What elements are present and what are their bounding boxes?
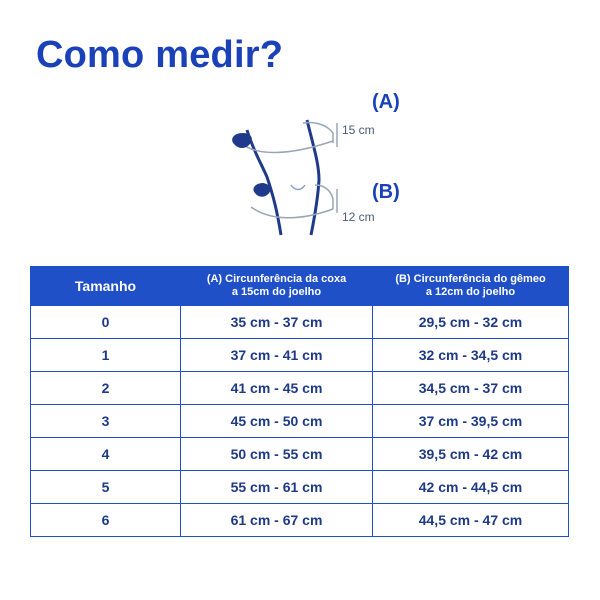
cell-thigh: 45 cm - 50 cm — [181, 405, 373, 438]
header-thigh — [181, 267, 373, 306]
cell-thigh: 55 cm - 61 cm — [181, 471, 373, 504]
measure-b-label: 12 cm — [342, 210, 375, 224]
cell-calf: 37 cm - 39,5 cm — [373, 405, 569, 438]
cell-size: 4 — [31, 438, 181, 471]
cell-thigh: 61 cm - 67 cm — [181, 504, 373, 537]
cell-size: 6 — [31, 504, 181, 537]
page-title: Como medir? — [36, 34, 284, 76]
header-calf-line1: (B) Circunferência do gêmeo — [395, 273, 546, 285]
cell-size: 1 — [31, 339, 181, 372]
label-a: (A) — [372, 91, 400, 113]
table-row — [31, 471, 569, 504]
table-row — [31, 372, 569, 405]
cell-thigh: 41 cm - 45 cm — [181, 372, 373, 405]
cell-calf: 29,5 cm - 32 cm — [373, 306, 569, 339]
table-header-row — [31, 267, 569, 306]
cell-size: 2 — [31, 372, 181, 405]
header-thigh-line1: (A) Circunferência da coxa — [206, 273, 347, 285]
table-row — [31, 405, 569, 438]
size-table — [30, 266, 569, 537]
header-thigh-line2: a 15cm do joelho — [231, 286, 322, 298]
cell-calf: 42 cm - 44,5 cm — [373, 471, 569, 504]
table-row — [31, 504, 569, 537]
header-size: Tamanho — [31, 267, 181, 306]
cell-size: 0 — [31, 306, 181, 339]
header-calf-line2: a 12cm do joelho — [425, 286, 516, 298]
cell-calf: 32 cm - 34,5 cm — [373, 339, 569, 372]
label-b: (B) — [372, 181, 400, 203]
knee-measurement-diagram — [215, 85, 435, 245]
cell-thigh: 37 cm - 41 cm — [181, 339, 373, 372]
cell-calf: 44,5 cm - 47 cm — [373, 504, 569, 537]
cell-calf: 39,5 cm - 42 cm — [373, 438, 569, 471]
header-calf — [373, 267, 569, 306]
table-row — [31, 339, 569, 372]
cell-size: 5 — [31, 471, 181, 504]
measure-a-label: 15 cm — [342, 123, 375, 137]
table-row — [31, 306, 569, 339]
cell-calf: 34,5 cm - 37 cm — [373, 372, 569, 405]
cell-thigh: 50 cm - 55 cm — [181, 438, 373, 471]
cell-thigh: 35 cm - 37 cm — [181, 306, 373, 339]
knee-leg-icon — [215, 85, 435, 245]
cell-size: 3 — [31, 405, 181, 438]
table-row — [31, 438, 569, 471]
